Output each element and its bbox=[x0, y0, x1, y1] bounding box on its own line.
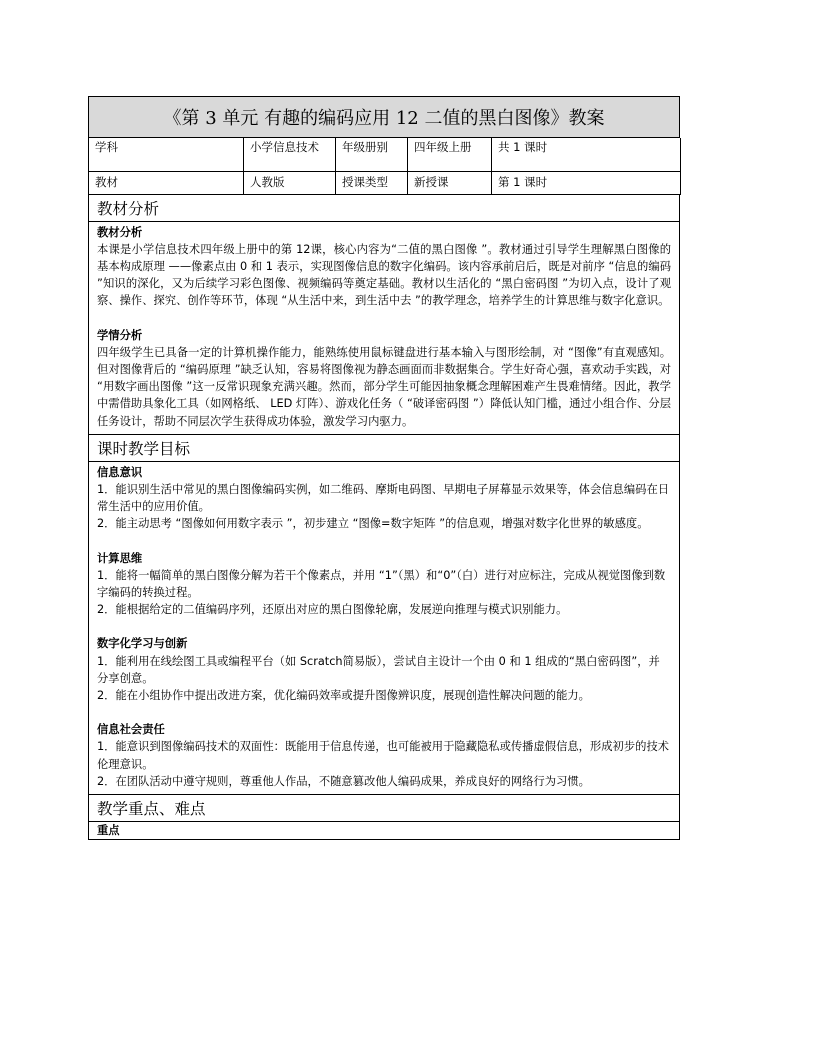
lesson-type-value: 新授课 bbox=[408, 171, 492, 194]
textbook-analysis-text: 本课是小学信息技术四年级上册中的第 12课，核心内容为“二值的黑白图像 ”。教材通过引导学生理解黑白图像的基本构成原理 ——像素点由 0 和 1 表示，实现图像信息的数字化编码。该内容承前启后，既是对前序 “信息的编码 ”知识的深化，又为后续学习彩色图像、视频编码等奠定基础。教材以生活化的 “黑白密码图 ”为切入点，设计了观察、操作、探究、创作等环节，体现 “从生活中来，到生活中去 ”的教学理念，培养学生的计算思维与数字化意识。 bbox=[97, 242, 671, 308]
objective-group-title: 计算思维 bbox=[97, 551, 143, 565]
objective-group-title: 信息意识 bbox=[97, 465, 143, 479]
document-title: 《第 3 单元 有趣的编码应用 12 二值的黑白图像》教案 bbox=[88, 96, 680, 138]
objectives-heading: 课时教学目标 bbox=[88, 435, 680, 462]
grade-label: 年级册别 bbox=[336, 138, 408, 171]
learner-analysis-text: 四年级学生已具备一定的计算机操作能力，能熟练使用鼠标键盘进行基本输入与图形绘制，对 “图像”有直观感知。但对图像背后的 “编码原理 ”缺乏认知，容易将图像视为静态画面而非数据集合。学生好奇心强，喜欢动手实践，对 “用数字画出图像 ”这一反常识现象充满兴趣。然而，部分学生可能因抽象概念理解困难产生畏难情绪。因此，教学中需借助具象化工具（如网格纸、 LED 灯阵）、游戏化任务（ “破译密码图 ”）降低认知门槛，通过小组合作、分层任务设计，帮助不同层次学生获得成功体验，激发学习内驱力。 bbox=[97, 345, 671, 428]
objective-group-title: 信息社会责任 bbox=[97, 723, 165, 737]
objective-item: 2．能主动思考 “图像如何用数字表示 ”，初步建立 “图像=数字矩阵 ”的信息观，增强对数字化世界的敏感度。 bbox=[97, 517, 649, 531]
subject-value: 小学信息技术 bbox=[244, 138, 336, 171]
textbook-analysis-title: 教材分析 bbox=[97, 225, 143, 239]
subject-label: 学科 bbox=[89, 138, 244, 171]
objective-item: 2．能在小组协作中提出改进方案，优化编码效率或提升图像辨识度，展现创造性解决问题的能力。 bbox=[97, 688, 590, 702]
objectives-block bbox=[88, 462, 680, 795]
grade-value: 四年级上册 bbox=[408, 138, 492, 171]
objective-item: 2．能根据给定的二值编码序列，还原出对应的黑白图像轮廓，发展逆向推理与模式识别能力。 bbox=[97, 603, 568, 617]
period-value: 第 1 课时 bbox=[492, 171, 681, 194]
objective-item: 1．能利用在线绘图工具或编程平台（如 Scratch简易版），尝试自主设计一个由 0 和 1 组成的“黑白密码图”，并分享创意。 bbox=[97, 654, 660, 685]
key-points-subtitle: 重点 bbox=[88, 822, 680, 840]
key-points-heading: 教学重点、难点 bbox=[88, 795, 680, 822]
objective-item: 1．能将一幅简单的黑白图像分解为若干个像素点，并用 “1”（黑）和“0”（白）进行对应标注，完成从视觉图像到数字编码的转换过程。 bbox=[97, 568, 666, 599]
info-row-2 bbox=[89, 171, 681, 194]
analysis-heading: 教材分析 bbox=[88, 195, 680, 222]
material-value: 人教版 bbox=[244, 171, 336, 194]
info-table bbox=[88, 138, 681, 195]
total-hours: 共 1 课时 bbox=[492, 138, 681, 171]
analysis-block bbox=[88, 222, 680, 435]
objective-group-title: 数字化学习与创新 bbox=[97, 637, 188, 651]
material-label: 教材 bbox=[89, 171, 244, 194]
info-row-1 bbox=[89, 138, 681, 171]
objective-item: 1．能识别生活中常见的黑白图像编码实例，如二维码、摩斯电码图、早期电子屏幕显示效果等，体会信息编码在日常生活中的应用价值。 bbox=[97, 482, 670, 514]
lesson-type-label: 授课类型 bbox=[336, 171, 408, 194]
objective-item: 1．能意识到图像编码技术的双面性：既能用于信息传递，也可能被用于隐藏隐私或传播虚假信息，形成初步的技术伦理意识。 bbox=[97, 740, 670, 771]
lesson-plan-document bbox=[88, 96, 680, 840]
learner-analysis-title: 学情分析 bbox=[97, 328, 143, 342]
objective-item: 2．在团队活动中遵守规则，尊重他人作品，不随意篡改他人编码成果，养成良好的网络行为习惯。 bbox=[97, 774, 590, 788]
